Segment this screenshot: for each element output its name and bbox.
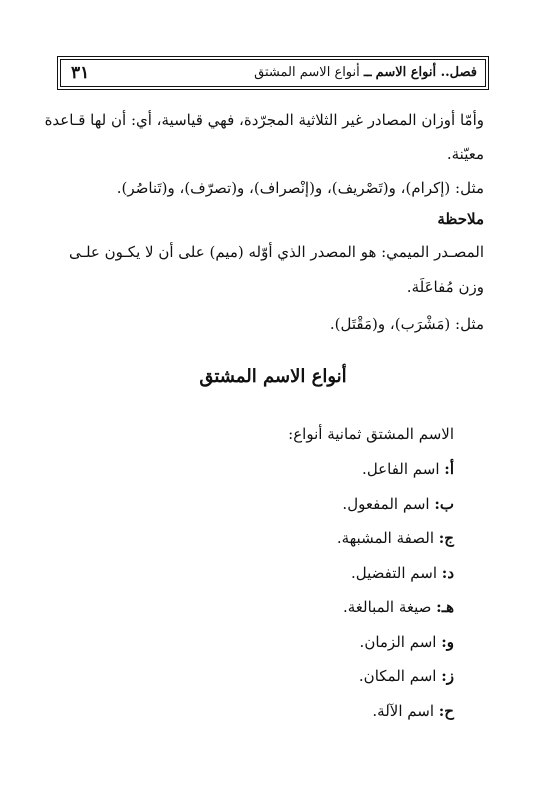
list-item-text: اسم الزمان. — [359, 632, 442, 651]
page-number: ٣١ — [71, 63, 90, 83]
list-item — [60, 489, 454, 524]
note-label: ملاحظة — [437, 210, 484, 228]
list-item-text: اسم الفاعل. — [362, 460, 445, 478]
paragraph-line: وأمّا أوزان المصادر غير الثلاثية المجرّدة، فهي قياسية، أي: أن لها قـاعدة — [44, 111, 484, 129]
header-title — [254, 65, 477, 81]
list-item-text: الصفة المشبهة. — [336, 529, 439, 547]
example-line: مثل: (مَشْرَب)، و(مَقْتَل). — [329, 315, 484, 333]
list-intro: الاسم المشتق ثمانية أنواع: — [288, 425, 454, 443]
list-item-text: اسم الآلة. — [372, 701, 439, 720]
list-item — [60, 696, 454, 731]
running-header — [60, 59, 486, 87]
paragraph-line: معيّنة. — [446, 145, 484, 163]
list-item — [60, 592, 454, 627]
list-item-text: اسم المفعول. — [342, 494, 435, 513]
list-item-text: اسم التفضيل. — [351, 563, 442, 582]
paragraph-line: المصـدر الميمي: هو المصدر الذي أوّله (ميم) على أن لا يكـون علـى — [69, 243, 484, 261]
header-chapter: فصل.. أنواع الاسم — [375, 65, 477, 80]
list-item-letter: و: — [441, 632, 454, 651]
section-heading: أنواع الاسم المشتق — [199, 366, 347, 387]
list-item — [60, 523, 454, 558]
list-item-letter: د: — [441, 563, 454, 582]
header-separator: ــ — [363, 65, 372, 80]
example-line: مثل: (إكرام)، و(تَصْريف)، و(إنْصراف)، و(تصرّف)، و(تَناصُر). — [116, 179, 484, 197]
list-item — [60, 661, 454, 696]
list-item-letter: ح: — [438, 701, 454, 720]
list-item-letter: أ: — [444, 460, 454, 478]
list-item — [60, 454, 454, 489]
derived-noun-list — [60, 418, 454, 730]
list-item-letter: ز: — [441, 667, 454, 685]
list-item-letter: ج: — [438, 529, 454, 547]
list-item-text: صيغة المبالغة. — [342, 598, 437, 616]
list-item — [60, 558, 454, 593]
list-item-letter: ب: — [434, 494, 454, 513]
list-item-letter: هـ: — [436, 598, 454, 616]
list-item — [60, 627, 454, 662]
header-section: أنواع الاسم المشتق — [254, 65, 360, 80]
list-item-text: اسم المكان. — [358, 667, 442, 685]
paragraph-line: وزن مُفاعَلَة. — [406, 278, 484, 296]
